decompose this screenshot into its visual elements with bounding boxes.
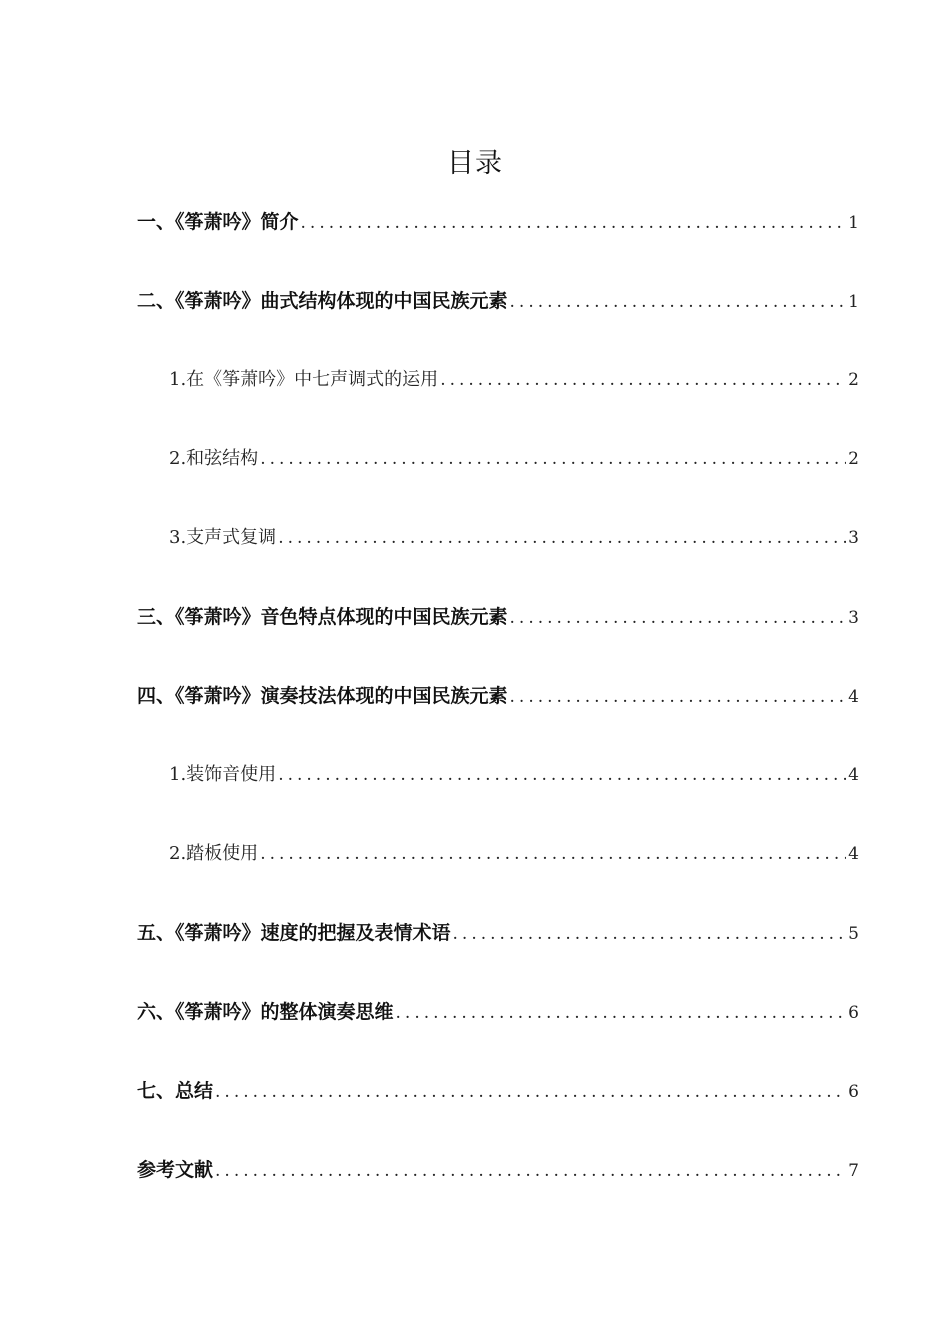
toc-page-number: 2 xyxy=(848,449,859,469)
toc-subentry[interactable] xyxy=(137,523,859,602)
toc-page-number: 4 xyxy=(848,844,859,864)
toc-entry-label: 一、《筝萧吟》简介 xyxy=(137,211,299,233)
toc-dot-leader xyxy=(278,765,846,785)
toc-dot-leader xyxy=(260,449,846,469)
toc-page-number: 2 xyxy=(848,370,859,390)
toc-dot-leader xyxy=(440,370,846,390)
toc-entry[interactable] xyxy=(137,207,859,286)
toc-entry-label: 四、《筝萧吟》演奏技法体现的中国民族元素 xyxy=(137,685,508,707)
toc-entry-label: 2.踏板使用 xyxy=(169,843,259,864)
toc-page-number: 6 xyxy=(848,1082,859,1102)
toc-subentry[interactable] xyxy=(137,839,859,918)
toc-page-number: 5 xyxy=(848,924,859,944)
toc-entry-label: 二、《筝萧吟》曲式结构体现的中国民族元素 xyxy=(137,290,508,312)
toc-entry[interactable] xyxy=(137,681,859,760)
toc-page-number: 6 xyxy=(848,1003,859,1023)
toc-entry[interactable] xyxy=(137,997,859,1076)
toc-subentry[interactable] xyxy=(137,760,859,839)
toc-page-number: 1 xyxy=(848,213,859,233)
toc-page-number: 4 xyxy=(848,687,859,707)
toc-entry-label: 3.支声式复调 xyxy=(169,527,277,548)
toc-entry-label: 1.装饰音使用 xyxy=(169,764,277,785)
toc-entry-label: 七、总结 xyxy=(137,1080,214,1102)
toc-entry-label: 六、《筝萧吟》的整体演奏思维 xyxy=(137,1001,394,1023)
toc-dot-leader xyxy=(278,528,846,548)
toc-entry-label: 1.在《筝萧吟》中七声调式的运用 xyxy=(169,369,439,390)
toc-dot-leader xyxy=(215,1161,846,1181)
toc-entry[interactable] xyxy=(137,1076,859,1155)
toc-dot-leader xyxy=(260,844,846,864)
toc-dot-leader xyxy=(510,608,847,628)
page-title: 目录 xyxy=(447,148,503,179)
toc-page-number: 7 xyxy=(848,1161,859,1181)
toc-dot-leader xyxy=(453,924,847,944)
toc-entry-label: 2.和弦结构 xyxy=(169,448,259,469)
toc-entry[interactable] xyxy=(137,602,859,681)
toc-page-number: 4 xyxy=(848,765,859,785)
toc-subentry[interactable] xyxy=(137,444,859,523)
toc-dot-leader xyxy=(396,1003,847,1023)
toc-dot-leader xyxy=(510,292,847,312)
toc-dot-leader xyxy=(215,1082,846,1102)
table-of-contents xyxy=(137,207,859,1234)
toc-entry-label: 三、《筝萧吟》音色特点体现的中国民族元素 xyxy=(137,606,508,628)
toc-entry[interactable] xyxy=(137,1155,859,1234)
toc-page-number: 3 xyxy=(848,608,859,628)
toc-entry-label: 参考文献 xyxy=(137,1159,214,1181)
toc-subentry[interactable] xyxy=(137,365,859,444)
toc-page-number: 3 xyxy=(848,528,859,548)
toc-entry[interactable] xyxy=(137,918,859,997)
toc-dot-leader xyxy=(510,687,847,707)
toc-dot-leader xyxy=(301,213,847,233)
toc-entry[interactable] xyxy=(137,286,859,365)
toc-page-number: 1 xyxy=(848,292,859,312)
toc-entry-label: 五、《筝萧吟》速度的把握及表情术语 xyxy=(137,922,451,944)
